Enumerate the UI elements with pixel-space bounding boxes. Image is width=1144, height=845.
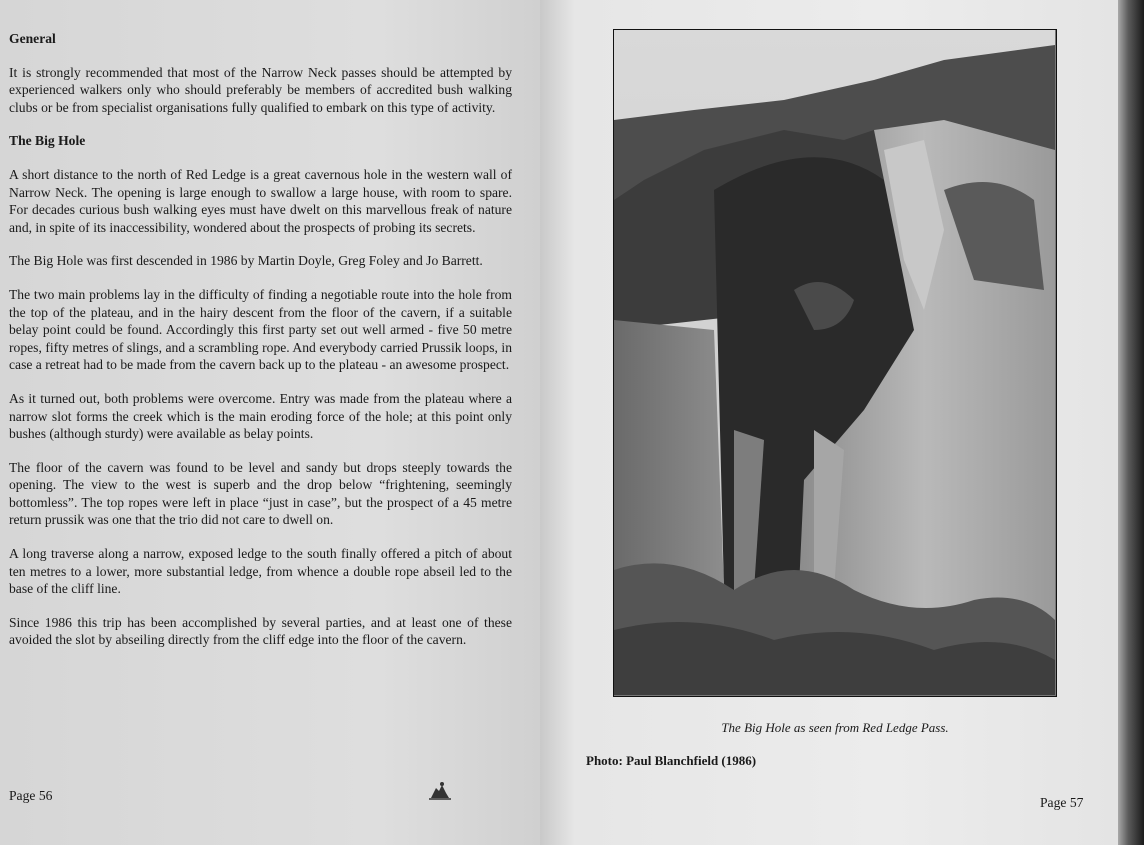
paragraph-big-hole-1: A short distance to the north of Red Ledge is a great cavernous hole in the western wall of Narrow Neck. The opening is large enough to swallow a large house, with room to spare. For decades curious bush walking eyes must have dwelt on this marvellous freak of nature and, in spite of its inaccessibility, wondered about the prospects of probing its secrets. — [9, 166, 512, 235]
cliff-photograph — [613, 29, 1057, 697]
page-number-right: Page 57 — [1040, 795, 1084, 810]
bushwalker-ornament-icon — [427, 780, 453, 802]
paragraph-big-hole-2: The Big Hole was first descended in 1986 by Martin Doyle, Greg Foley and Jo Barrett. — [9, 253, 483, 269]
paragraph-general-1: It is strongly recommended that most of the Narrow Neck passes should be attempted by experienced walkers only who should preferably be members of accredited bush walking clubs or be from specialist organisations fully qualified to embark on this type of activity. — [9, 64, 512, 115]
book-edge — [1118, 0, 1144, 845]
paragraph-big-hole-6: A long traverse along a narrow, exposed ledge to the south finally offered a pitch of about ten metres to a lower, more substantial ledge, from whence a double rope abseil led to the base of the cliff line. — [9, 546, 512, 597]
paragraph-big-hole-3: The two main problems lay in the difficulty of finding a negotiable route into the hole from the top of the plateau, and in the hairy descent from the floor of the cavern, if a suitable belay point could be found. Accordingly this first party set out well armed - five 50 metre ropes, fifty metres of slings, and a scrambling rope. And everybody carried Prussik loops, in case a retreat had to be made from the cavern back up to the plateau - an awesome prospect. — [9, 286, 512, 373]
paragraph-big-hole-5: The floor of the cavern was found to be level and sandy but drops steeply towards the opening. The view to the west is superb and the drop below “frightening, seemingly bottomless”. The top ropes were left in place “just in case”, but the prospect of a 45 metre return prussik was one that the trio did not care to dwell on. — [9, 459, 512, 528]
paragraph-big-hole-7: Since 1986 this trip has been accomplished by several parties, and at least one of these avoided the slot by abseiling directly from the cliff edge into the floor of the cavern. — [9, 614, 512, 648]
heading-general: General — [9, 31, 56, 46]
cliff-photograph-illustration — [614, 30, 1055, 695]
left-text-column — [9, 30, 512, 665]
paragraph-big-hole-4: As it turned out, both problems were overcome. Entry was made from the plateau where a narrow slot forms the creek which is the main eroding force of the hole; at this point only bushes (although sturdy) were available as belay points. — [9, 390, 512, 442]
page-number-left: Page 56 — [9, 788, 53, 803]
left-page — [0, 0, 540, 845]
right-page — [540, 0, 1120, 845]
photo-credit: Photo: Paul Blanchfield (1986) — [586, 753, 757, 768]
photo-caption: The Big Hole as seen from Red Ledge Pass. — [721, 720, 949, 735]
heading-big-hole: The Big Hole — [9, 133, 86, 149]
